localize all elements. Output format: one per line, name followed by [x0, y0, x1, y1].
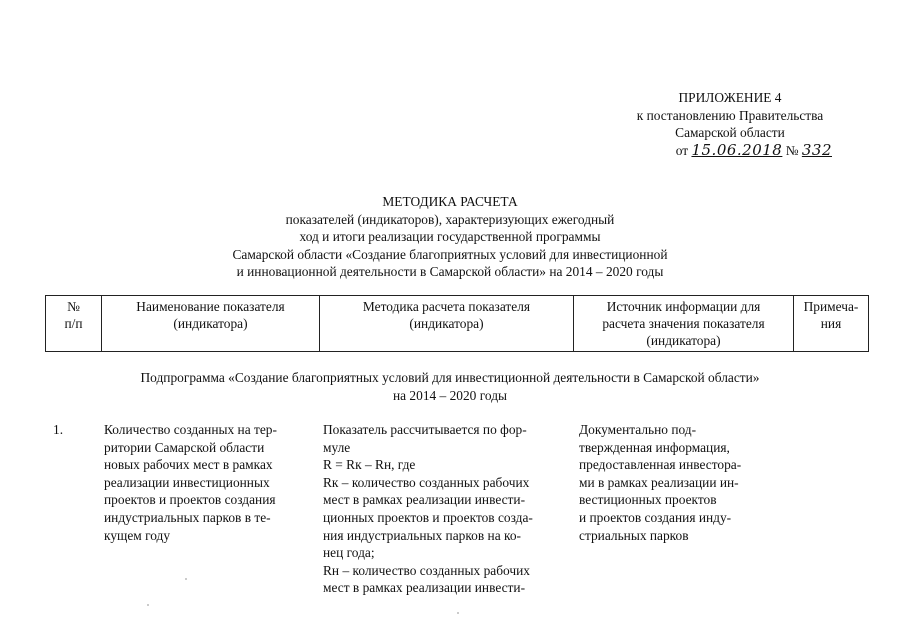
- header-number: № п/п: [46, 296, 102, 352]
- appendix-line-2: Самарской области: [675, 125, 785, 140]
- date-prefix: от: [675, 142, 689, 158]
- appendix-title: ПРИЛОЖЕНИЕ 4: [678, 90, 782, 105]
- row-method: Показатель рассчитывается по фор- муле R = Rк – Rн, где Rк – количество созданных рабочих мест в рамках реализации инвести- ционных проектов и проектов созда- ния индустриальных парков на ко- нец года; Rн – количество созданных рабочих мест в рамках реализации инвести-: [323, 422, 533, 596]
- scan-speck: [185, 578, 187, 580]
- row-number: 1.: [53, 422, 64, 437]
- subprogram-title: [80, 369, 820, 404]
- heading-line-1: показателей (индикаторов), характеризующих ежегодный: [285, 211, 615, 227]
- header-source: Источник информации для расчета значения показателя (индикатора): [574, 296, 794, 352]
- row-source: Документально под- твержденная информация, предоставленная инвестора- ми в рамках реализации ин- вестиционных проектов и проектов создания инду- стриальных парков: [579, 422, 742, 543]
- appendix-block: [600, 89, 860, 159]
- row-indicator-name: Количество созданных на тер- ритории Самарской области новых рабочих мест в рамках реализации инвестиционных проектов и проектов создания индустриальных парков в те- кущем году: [104, 422, 277, 543]
- scan-speck: [457, 612, 459, 614]
- appendix-line-1: к постановлению Правительства: [636, 107, 824, 123]
- subprogram-line-1: Подпрограмма «Создание благоприятных условий для инвестиционной деятельности в Самарской области»: [140, 370, 760, 385]
- heading-line-3: Самарской области «Создание благоприятных условий для инвестиционной: [232, 246, 668, 262]
- number-prefix: №: [785, 142, 799, 158]
- heading-line-2: ход и итоги реализации государственной программы: [299, 229, 601, 244]
- number-value: 332: [801, 140, 832, 159]
- subprogram-line-2: на 2014 – 2020 годы: [392, 387, 508, 403]
- header-notes: Примеча- ния: [794, 296, 869, 352]
- indicator-table-header: [45, 295, 869, 352]
- date-value: 15.06.2018: [691, 140, 783, 159]
- heading-line-4: и инновационной деятельности в Самарской области» на 2014 – 2020 годы: [236, 264, 664, 279]
- header-method: Методика расчета показателя (индикатора): [320, 296, 574, 352]
- scan-speck: [147, 604, 149, 606]
- header-indicator-name: Наименование показателя (индикатора): [102, 296, 320, 352]
- methodology-heading: [130, 193, 770, 281]
- appendix-date-line: [600, 142, 860, 160]
- heading-title: МЕТОДИКА РАСЧЕТА: [382, 194, 518, 209]
